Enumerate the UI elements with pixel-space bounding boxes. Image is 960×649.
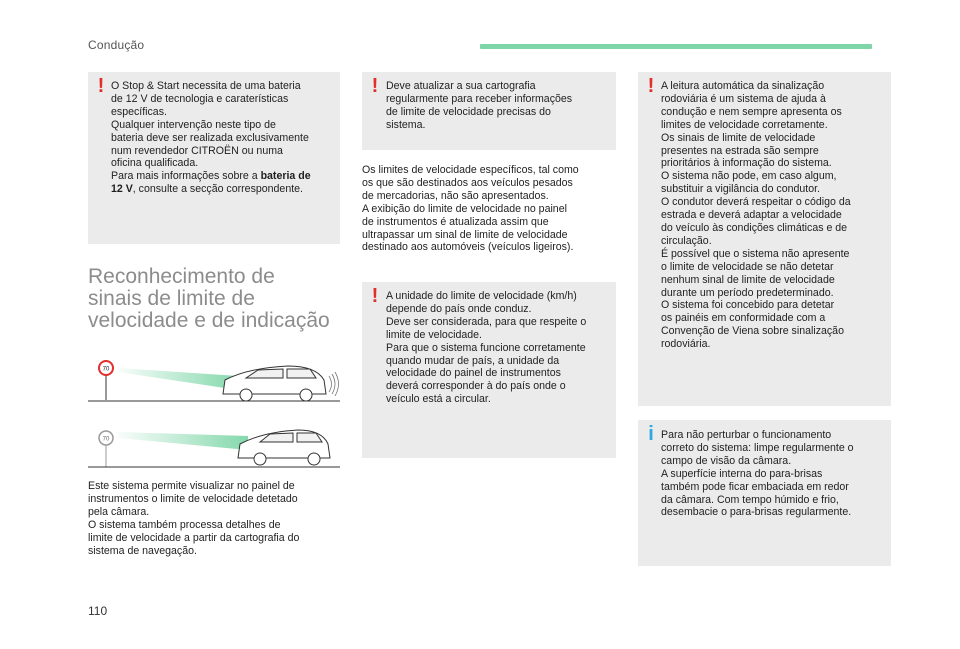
warning-text: O Stop & Start necessita de uma bateria de 12 V de tecnologia e caraterísticas específicas. Qualquer intervenção neste tipo de bateria deve ser realizada exclusivamente num revendedor CITROËN ou numa oficina qualificada. Para mais informações sobre a bateria de 12 V, consulte a secção correspondente. — [111, 80, 311, 196]
section-title: Condução — [88, 38, 145, 52]
info-text: Para não perturbar o funcionamento correto do sistema: limpe regularmente o campo de visão da câmara. A superfície interna do para-brisas também pode ficar embaciada em redor da câmara. Com tempo húmido e frio, desembacie o para-brisas regularmente. — [661, 429, 854, 519]
page-number: 110 — [88, 604, 108, 618]
body-text-col2: Os limites de velocidade específicos, tal como os que são destinados aos veículos pesados de mercadorias, não são apresentados. A exibição do limite de velocidade no painel de instrumentos é atualizada assim que ultrapassar um sinal de limite de velocidade destinado aos automóveis (veículos ligeiros). — [362, 164, 579, 254]
car-icon — [238, 430, 330, 465]
info-icon: i — [648, 423, 654, 445]
illustration-car-sign-detected — [88, 350, 340, 406]
warning-exclamation-icon: ! — [371, 75, 379, 97]
warning-box-units — [362, 282, 616, 458]
car-icon — [223, 366, 326, 401]
warning-text: Deve atualizar a sua cartografia regularmente para receber informações de limite de velocidade precisas do sistema. — [386, 80, 573, 131]
svg-text:70: 70 — [102, 366, 110, 373]
warning-box-cartography — [362, 72, 616, 150]
warning-exclamation-icon: ! — [371, 285, 379, 307]
warning-exclamation-icon: ! — [97, 75, 105, 97]
section-heading: Reconhecimento de sinais de limite de velocidade e de indicação — [88, 265, 330, 332]
accent-bar — [480, 44, 872, 49]
warning-box-reading — [638, 72, 891, 406]
svg-text:70: 70 — [102, 436, 110, 443]
warning-exclamation-icon: ! — [647, 75, 655, 97]
illustration-car-sign-faded — [88, 418, 340, 470]
warning-text: A leitura automática da sinalização rodoviária é um sistema de ajuda à condução e nem sempre apresenta os limites de velocidade corretamente. Os sinais de limite de velocidade presentes na estrada são sempre prioritários à informação do sistema. O sistema não pode, em caso algum, substituir a vigilância do condutor. O condutor deverá respeitar o código da estrada e deverá adaptar a velocidade do veículo às condições climáticas e de circulação. É possível que o sistema não apresente o limite de velocidade se não detetar nenhum sinal de limite de velocidade durante um período predeterminado. O sistema foi concebido para detetar os painéis em conformidade com a Convenção de Viena sobre sinalização rodoviária. — [661, 80, 851, 351]
warning-box-stop-start — [88, 72, 340, 244]
info-box-camera — [638, 420, 891, 566]
warning-text: A unidade do limite de velocidade (km/h) depende do país onde conduz. Deve ser considerada, para que respeite o limite de velocidade. Para que o sistema funcione corretamente quando mudar de país, a unidade da velocidade do painel de instrumentos deverá corresponder à do país onde o veículo está a circular. — [386, 290, 587, 406]
body-text-col1: Este sistema permite visualizar no painel de instrumentos o limite de velocidade detetado pela câmara. O sistema também processa detalhes de limite de velocidade a partir da cartografia do sistema de navegação. — [88, 480, 300, 557]
